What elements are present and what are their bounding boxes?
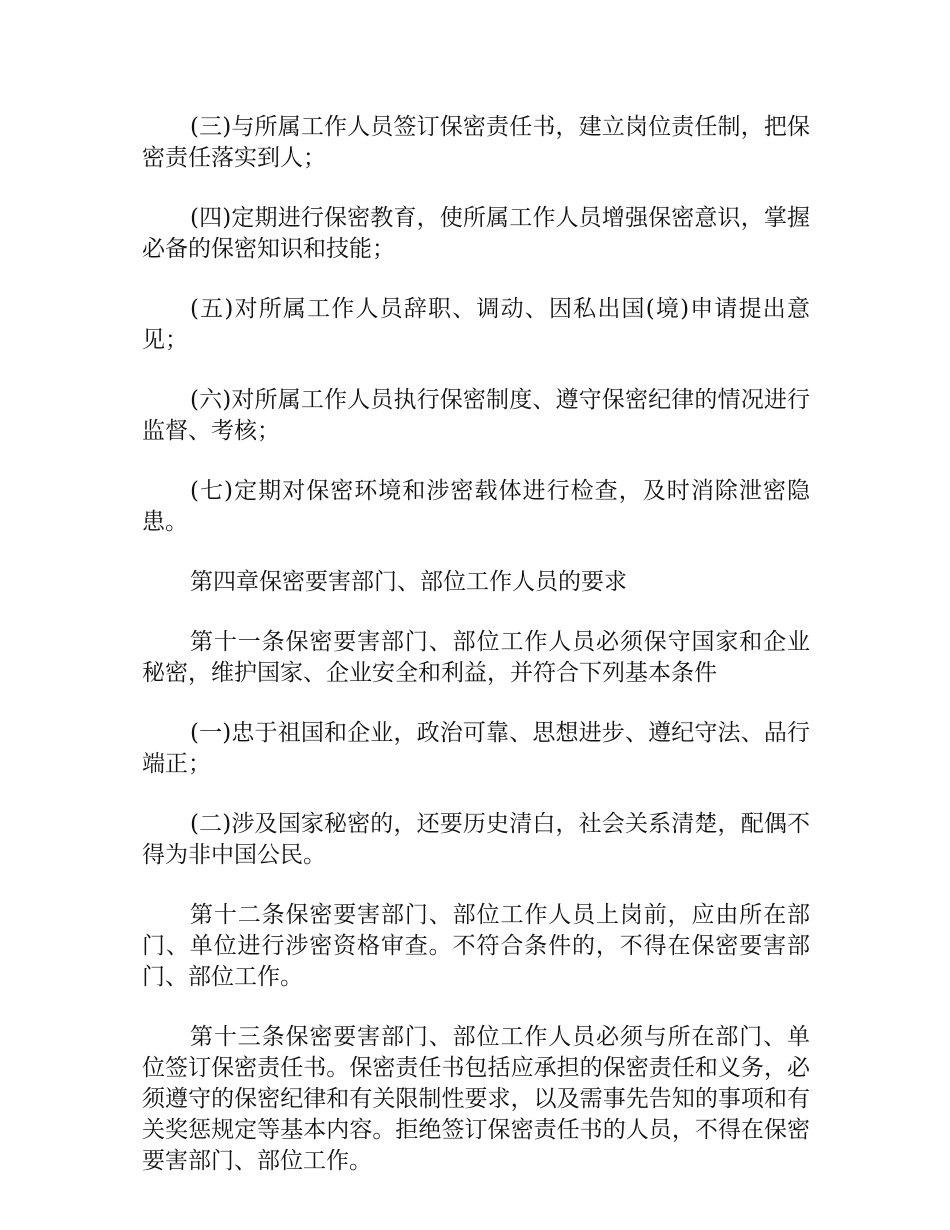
document-body xyxy=(142,112,810,1206)
article-12: 第十二条保密要害部门、部位工作人员上岗前，应由所在部门、单位进行涉密资格审查。不符合条件的，不得在保密要害部门、部位工作。 xyxy=(142,902,810,990)
paragraph-item-4: (四)定期进行保密教育，使所属工作人员增强保密意识，掌握必备的保密知识和技能； xyxy=(142,205,810,262)
paragraph-item-6: (六)对所属工作人员执行保密制度、遵守保密纪律的情况进行监督、考核； xyxy=(142,387,810,444)
paragraph-item-2: (二)涉及国家秘密的，还要历史清白，社会关系清楚，配偶不得为非中国公民。 xyxy=(142,811,810,868)
paragraph-item-1: (一)忠于祖国和企业，政治可靠、思想进步、遵纪守法、品行端正； xyxy=(142,720,810,777)
article-11: 第十一条保密要害部门、部位工作人员必须保守国家和企业秘密，维护国家、企业安全和利益，并符合下列基本条件 xyxy=(142,629,810,686)
paragraph-item-5: (五)对所属工作人员辞职、调动、因私出国(境)申请提出意见； xyxy=(142,296,810,353)
chapter-heading: 第四章保密要害部门、部位工作人员的要求 xyxy=(190,569,627,595)
paragraph-item-3: (三)与所属工作人员签订保密责任书，建立岗位责任制，把保密责任落实到人； xyxy=(142,114,810,171)
article-13: 第十三条保密要害部门、部位工作人员必须与所在部门、单位签订保密责任书。保密责任书包括应承担的保密责任和义务，必须遵守的保密纪律和有关限制性要求，以及需事先告知的事项和有关奖惩规定等基本内容。拒绝签订保密责任书的人员，不得在保密要害部门、部位工作。 xyxy=(142,1024,810,1174)
paragraph-item-7: (七)定期对保密环境和涉密载体进行检查，及时消除泄密隐患。 xyxy=(142,478,810,535)
